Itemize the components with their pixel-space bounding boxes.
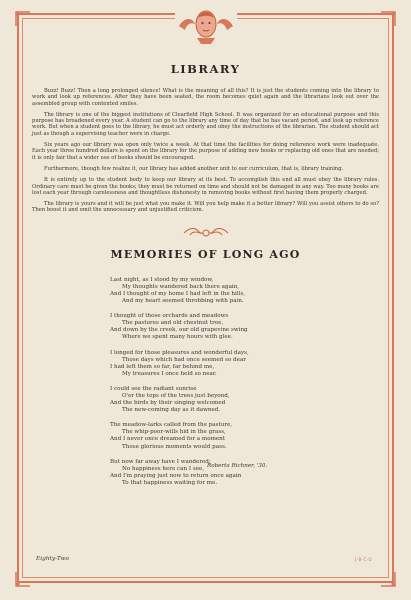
poem-line: But now far away have I wandered; bbox=[110, 458, 211, 465]
poem-line: Those days which had once seemed so dear bbox=[122, 356, 246, 363]
poem-stanza bbox=[110, 422, 330, 450]
poem-line: The whip-poor-wills hid in the grass, bbox=[122, 429, 226, 436]
printer-mark: J·B·C·O bbox=[355, 557, 373, 562]
poem-line: Where we spent many hours with glee. bbox=[122, 334, 233, 341]
poem-line: O'er the tops of the trees just beyond, bbox=[122, 392, 230, 399]
poem-line: Last night, as I stood by my window, bbox=[110, 276, 214, 283]
poem-line: And I never once dreamed for a moment bbox=[110, 436, 226, 443]
library-paragraph: The library is yours and it will be just what you make it. Will you help make it a better library? Will you assist others to do so? Then boost it and omit the unnecessary and unjustified criticism. bbox=[32, 201, 379, 214]
poem-line: I thought of those orchards and meadows bbox=[110, 313, 229, 320]
poem-line: The new-coming day as it dawned. bbox=[122, 407, 221, 414]
corner-ornament-icon bbox=[379, 10, 397, 28]
poem-line: And down by the creek, our old grapevine swing bbox=[110, 327, 248, 334]
poem-line: To that happiness waiting for me. bbox=[122, 479, 218, 486]
poem-heading: MEMORIES OF LONG AGO bbox=[110, 247, 301, 261]
poem-line: I longed for those pleasures and wonderful days, bbox=[110, 349, 249, 356]
corner-ornament-icon bbox=[14, 10, 32, 28]
poem-line: My treasures I once held so near. bbox=[122, 370, 217, 377]
corner-ornament-icon bbox=[379, 570, 397, 588]
poem-line: Those glorious moments would pass. bbox=[122, 443, 227, 450]
corner-ornament-icon bbox=[14, 570, 32, 588]
page-number: Eighty-Two bbox=[36, 556, 69, 562]
poem-line: The meadow-larks called from the pasture, bbox=[110, 422, 233, 429]
poem-author: Roberta Richner, '30. bbox=[207, 463, 268, 469]
crest-ornament-icon bbox=[175, 4, 237, 46]
poem-stanza bbox=[110, 386, 330, 414]
poem-line: And my heart seemed throbbing with pain. bbox=[122, 298, 244, 305]
page-content bbox=[32, 62, 379, 495]
poem-line: The pastures and old chestnut tree, bbox=[122, 320, 224, 327]
poem-line: And the birds by their singing welcomed bbox=[110, 400, 226, 407]
poem-stanza bbox=[110, 277, 330, 305]
library-paragraph: Six years ago our library was open only twice a week. At that time the facilities for doing reference work were inadequate. Each year three hundred dollars is spent on the library for the purpose of adding new books or replacing old ones that are needed; it is only fair that a wider use of books should be encouraged. bbox=[32, 142, 379, 161]
poem-stanza bbox=[110, 313, 330, 341]
library-paragraph: The library is one of the biggest institutions of Clearfield High School. It was organized for an educational purpose and this purpose has broadened every year. A student can go to the library any time of day that he has vacant period, and look up reference work. But when a student goes to the library, he must act orderly and obey the instructions of the librarian. The student should act just as though a supervising teacher were in charge. bbox=[32, 111, 379, 137]
poem-line: And I thought of my home I had left in the hills, bbox=[110, 290, 246, 297]
library-paragraph: Buzz! Buzz! Then a long prolonged silence! What is the meaning of all this? It is just the students coming into the library to work and look up references. After they have been seated, the room becomes quiet again and the librarians look out over the assembled group with contented smiles. bbox=[32, 88, 379, 107]
section-divider-icon bbox=[182, 226, 230, 240]
poem-stanza bbox=[110, 350, 330, 378]
library-article bbox=[32, 88, 379, 214]
poem-body bbox=[110, 277, 330, 487]
poem-line: My thoughts wandered back there again, bbox=[122, 283, 240, 290]
poem-line: No happiness here can I see, bbox=[122, 465, 205, 472]
poem-line: I had left them so far, far behind me, bbox=[110, 363, 215, 370]
poem-line: And I'm praying just now to return once again bbox=[110, 472, 242, 479]
library-paragraph: Furthermore, though few realize it, our library has added another unit to our curriculum, that is, library training. bbox=[44, 165, 344, 172]
library-paragraph: It is entirely up to the student body to keep our library at its best. To accomplish this end all must obey the library rules. Ordinary care must be given the books; they must be returned on time and should not be damaged in any way. Too many books are lost each year through carelessness and thoughtless dishonesty in removing books without first having them properly charged. bbox=[32, 177, 379, 196]
library-heading: LIBRARY bbox=[170, 62, 241, 76]
poem-line: I could see the radiant sunrise bbox=[110, 385, 197, 392]
